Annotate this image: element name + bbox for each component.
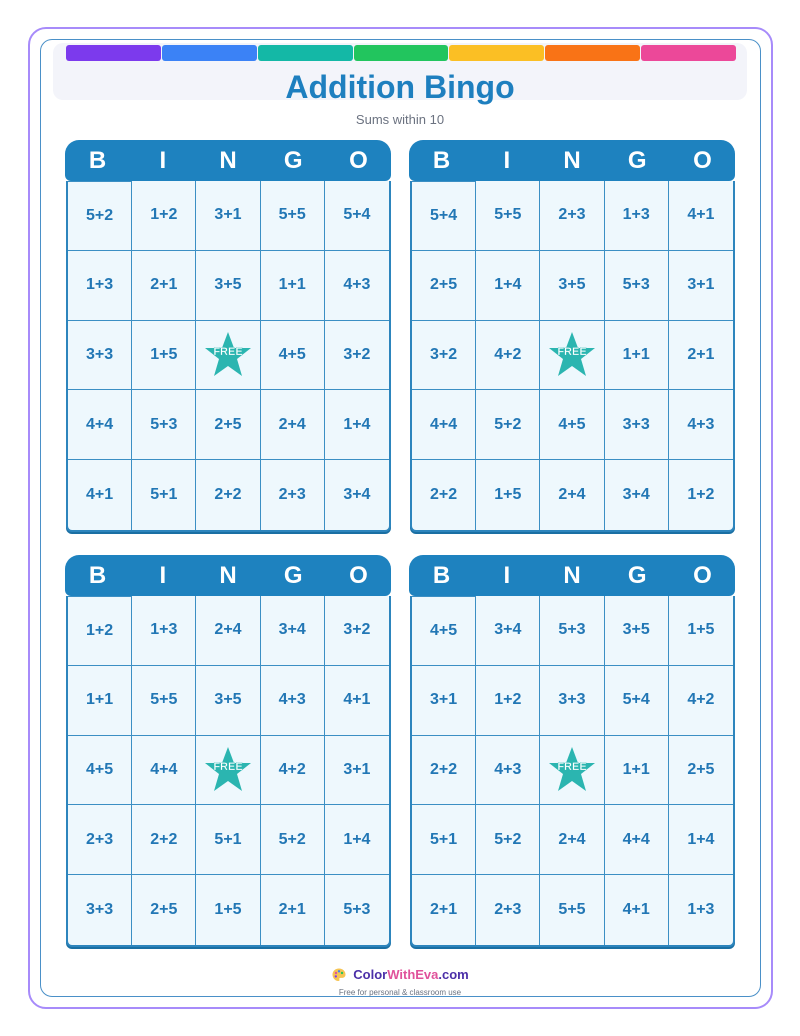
bingo-card-3	[65, 555, 391, 949]
bingo-cell: 5+4	[412, 181, 476, 251]
header-letter: O	[693, 147, 712, 174]
bingo-cell: 3+4	[605, 460, 669, 530]
header-letter: O	[693, 562, 712, 589]
header-letter: N	[563, 147, 581, 174]
bingo-cell: 5+3	[605, 251, 669, 321]
bingo-cell: 3+2	[325, 321, 389, 391]
bingo-cell: 3+5	[540, 251, 604, 321]
bingo-cell: 4+1	[68, 460, 132, 530]
bingo-cell: 3+3	[68, 875, 132, 945]
bingo-cell: 5+2	[68, 181, 132, 251]
bingo-cell: 2+3	[540, 181, 604, 251]
header-letter: B	[88, 147, 107, 174]
card-header	[65, 555, 391, 596]
bingo-cell: 1+4	[669, 805, 733, 875]
header-letter: N	[563, 562, 581, 589]
header-letter: B	[432, 147, 451, 174]
bingo-cell: 4+4	[132, 736, 196, 806]
bingo-cell: 2+4	[540, 460, 604, 530]
bingo-cell: 4+2	[261, 736, 325, 806]
bingo-cell: 2+2	[412, 736, 476, 806]
page-title: Addition Bingo	[285, 69, 515, 105]
svg-text:FREE: FREE	[213, 345, 243, 358]
bingo-cell: 2+5	[412, 251, 476, 321]
bingo-cell: 5+2	[261, 805, 325, 875]
bingo-cell: 2+4	[261, 390, 325, 460]
header-letter: O	[349, 562, 368, 589]
bingo-cell: 1+2	[132, 181, 196, 251]
bingo-cell: 1+2	[68, 596, 132, 666]
rainbow-segment	[545, 45, 640, 61]
bingo-cell: 3+4	[343, 486, 371, 504]
bingo-cell: 2+1	[412, 875, 476, 945]
bingo-cell: 3+5	[605, 596, 669, 666]
bingo-cell: 4+4	[68, 390, 132, 460]
bingo-cell: 1+4	[476, 251, 540, 321]
bingo-cell: 5+4	[605, 666, 669, 736]
bingo-cell: 1+3	[687, 901, 715, 919]
bingo-cell: 1+2	[476, 666, 540, 736]
header-letter: I	[503, 147, 511, 174]
free-space	[196, 736, 260, 806]
bingo-cell: 3+4	[261, 596, 325, 666]
bingo-cell: 5+2	[476, 805, 540, 875]
bingo-cell: 3+1	[325, 736, 389, 806]
rainbow-segment	[162, 45, 257, 61]
palette-icon	[331, 967, 347, 983]
bingo-cell: 2+1	[132, 251, 196, 321]
rainbow-segment	[66, 45, 161, 61]
free-star-icon	[203, 330, 253, 380]
bingo-cell: 2+2	[412, 460, 476, 530]
free-star-icon	[203, 745, 253, 795]
bingo-cell: 1+2	[687, 486, 715, 504]
footer-tagline: Free for personal & classroom use	[338, 988, 462, 997]
bingo-cell: 1+1	[605, 321, 669, 391]
bingo-cell: 4+3	[325, 251, 389, 321]
page-subtitle: Sums within 10	[355, 112, 445, 127]
bingo-cell: 5+5	[261, 181, 325, 251]
bingo-cell: 3+2	[412, 321, 476, 391]
free-star-icon	[547, 330, 597, 380]
bingo-cell: 4+5	[412, 596, 476, 666]
bingo-cell: 2+4	[540, 805, 604, 875]
free-space	[196, 321, 260, 391]
bingo-cell: 1+5	[132, 321, 196, 391]
bingo-cell: 3+4	[476, 596, 540, 666]
bingo-cell: 1+4	[325, 390, 389, 460]
bingo-cell: 3+1	[196, 181, 260, 251]
bingo-cell: 4+5	[540, 390, 604, 460]
bingo-cell: 2+3	[68, 805, 132, 875]
bingo-cell: 4+5	[261, 321, 325, 391]
bingo-cell: 2+3	[261, 460, 325, 530]
bingo-card-4	[409, 555, 735, 949]
bingo-cell: 3+2	[325, 596, 389, 666]
bingo-cell: 1+5	[476, 460, 540, 530]
bingo-cell: 5+5	[476, 181, 540, 251]
svg-text:FREE: FREE	[557, 345, 587, 358]
bingo-cell: 5+3	[343, 901, 371, 919]
header-letter: G	[283, 562, 303, 589]
header-letter: N	[219, 147, 237, 174]
bingo-cell: 3+1	[669, 251, 733, 321]
bingo-cell: 4+3	[476, 736, 540, 806]
bingo-cell: 2+1	[261, 875, 325, 945]
bingo-cell: 1+3	[68, 251, 132, 321]
header-letter: G	[627, 562, 647, 589]
bingo-cell: 2+2	[132, 805, 196, 875]
bingo-cell: 4+1	[605, 875, 669, 945]
bingo-cell: 3+5	[196, 251, 260, 321]
bingo-cell: 4+2	[476, 321, 540, 391]
bingo-cell: 1+1	[68, 666, 132, 736]
bingo-cell: 5+5	[540, 875, 604, 945]
bingo-cell: 4+2	[669, 666, 733, 736]
bingo-cell: 5+2	[476, 390, 540, 460]
bingo-cell: 3+3	[540, 666, 604, 736]
bingo-cell: 1+1	[261, 251, 325, 321]
card-grid	[410, 596, 735, 947]
free-star-icon	[547, 745, 597, 795]
card-grid	[66, 596, 391, 947]
bingo-cell: 5+4	[325, 181, 389, 251]
bingo-cell: 5+1	[412, 805, 476, 875]
bingo-cell: 1+3	[605, 181, 669, 251]
bingo-cell: 1+4	[325, 805, 389, 875]
card-header	[409, 555, 735, 596]
bingo-cell: 2+1	[669, 321, 733, 391]
free-space	[540, 736, 604, 806]
svg-text:FREE: FREE	[557, 760, 587, 773]
header-letter: G	[627, 147, 647, 174]
bingo-cell: 4+4	[605, 805, 669, 875]
header-letter: B	[88, 562, 107, 589]
bingo-cell: 4+5	[68, 736, 132, 806]
header-letter: I	[503, 562, 511, 589]
rainbow-segment	[354, 45, 449, 61]
bingo-cell: 4+1	[325, 666, 389, 736]
card-grid	[66, 181, 391, 532]
bingo-cell: 2+5	[669, 736, 733, 806]
bingo-cell: 2+2	[196, 460, 260, 530]
bingo-cell: 1+5	[196, 875, 260, 945]
bingo-cell: 3+1	[412, 666, 476, 736]
bingo-cell: 5+5	[132, 666, 196, 736]
bingo-cell: 5+1	[132, 460, 196, 530]
header-letter: I	[159, 147, 167, 174]
card-header	[409, 140, 735, 181]
header-letter: N	[219, 562, 237, 589]
card-header	[65, 140, 391, 181]
rainbow-segment	[258, 45, 353, 61]
svg-text:FREE: FREE	[213, 760, 243, 773]
bingo-cell: 2+4	[196, 596, 260, 666]
bingo-cell: 2+5	[132, 875, 196, 945]
bingo-cell: 4+3	[261, 666, 325, 736]
bingo-card-1	[65, 140, 391, 534]
bingo-cell: 3+3	[68, 321, 132, 391]
header-letter: B	[432, 562, 451, 589]
bingo-cell: 4+1	[669, 181, 733, 251]
bingo-cell: 5+3	[540, 596, 604, 666]
free-space	[540, 321, 604, 391]
rainbow-segment	[449, 45, 544, 61]
rainbow-segment	[641, 45, 736, 61]
bingo-cell: 2+3	[476, 875, 540, 945]
bingo-cell: 2+5	[196, 390, 260, 460]
bingo-cell: 1+3	[132, 596, 196, 666]
bingo-cell: 3+3	[605, 390, 669, 460]
bingo-cell: 3+5	[196, 666, 260, 736]
bingo-cell: 1+1	[605, 736, 669, 806]
bingo-cell: 5+3	[132, 390, 196, 460]
brand-name: ColorWithEva.com	[353, 967, 469, 982]
footer	[0, 967, 800, 997]
header-letter: I	[159, 562, 167, 589]
bingo-cell: 1+5	[669, 596, 733, 666]
header-letter: O	[349, 147, 368, 174]
bingo-card-2	[409, 140, 735, 534]
header-letter: G	[283, 147, 303, 174]
bingo-cell: 4+3	[669, 390, 733, 460]
bingo-cell: 5+1	[196, 805, 260, 875]
card-grid	[410, 181, 735, 532]
bingo-cell: 4+4	[412, 390, 476, 460]
rainbow-bar	[66, 45, 736, 61]
